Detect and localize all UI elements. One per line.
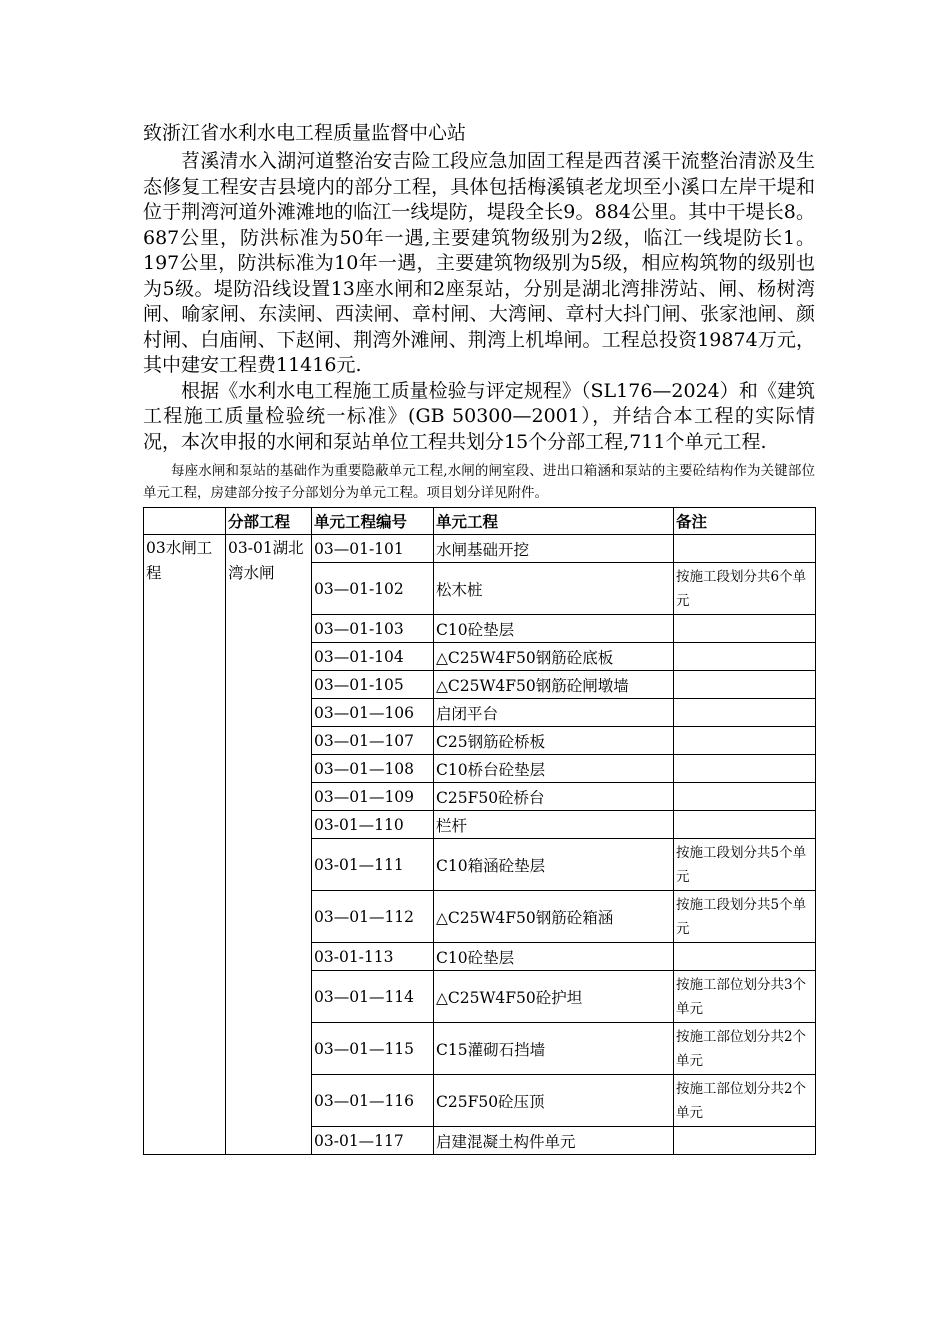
cell-unit-name: 水闸基础开挖 <box>434 535 674 563</box>
header-sub-project: 分部工程 <box>226 508 312 535</box>
cell-unit-code: 03—01—107 <box>312 727 434 755</box>
cell-remark <box>674 535 816 563</box>
cell-unit-name: △C25W4F50钢筋砼底板 <box>434 643 674 671</box>
cell-unit-code: 03-01—117 <box>312 1127 434 1155</box>
cell-unit-code: 03-01-113 <box>312 943 434 971</box>
document-page <box>143 119 815 1155</box>
cell-remark: 按施工部位划分共2个单元 <box>674 1023 816 1075</box>
cell-remark <box>674 671 816 699</box>
addressee-heading: 致浙江省水利水电工程质量监督中心站 <box>143 122 467 144</box>
cell-unit-code: 03-01—110 <box>312 811 434 839</box>
header-unit-project <box>144 508 226 535</box>
header-unit-name: 单元工程 <box>434 508 674 535</box>
cell-remark: 按施工段划分共5个单元 <box>674 839 816 891</box>
cell-remark: 按施工段划分共5个单元 <box>674 891 816 943</box>
cell-unit-name: C10箱涵砼垫层 <box>434 839 674 891</box>
cell-unit-code: 03—01—106 <box>312 699 434 727</box>
cell-unit-name: C25F50砼压顶 <box>434 1075 674 1127</box>
table-header-row <box>144 508 816 535</box>
header-remark: 备注 <box>674 508 816 535</box>
cell-remark <box>674 755 816 783</box>
cell-unit-code: 03—01—114 <box>312 971 434 1023</box>
cell-unit-name: 启闭平台 <box>434 699 674 727</box>
unit-division-table <box>143 507 816 1155</box>
cell-unit-code: 03—01—115 <box>312 1023 434 1075</box>
cell-unit-name: 栏杆 <box>434 811 674 839</box>
cell-remark: 按施工部位划分共2个单元 <box>674 1075 816 1127</box>
cell-remark <box>674 699 816 727</box>
cell-unit-name: C25F50砼桥台 <box>434 783 674 811</box>
cell-unit-name: △C25W4F50钢筋砼箱涵 <box>434 891 674 943</box>
cell-unit-name: △C25W4F50钢筋砼闸墩墙 <box>434 671 674 699</box>
cell-remark <box>674 783 816 811</box>
cell-remark: 按施工部位划分共3个单元 <box>674 971 816 1023</box>
cell-unit-code: 03—01—116 <box>312 1075 434 1127</box>
table-row <box>144 535 816 563</box>
cell-unit-code: 03—01—109 <box>312 783 434 811</box>
paragraph-project-overview: 苕溪清水入湖河道整治安吉险工段应急加固工程是西苕溪干流整治清淤及生态修复工程安吉县境内的部分工程，具体包括梅溪镇老龙坝至小溪口左岸干堤和位于荆湾河道外滩滩地的临江一线堤防，堤段全长9。884公里。其中干堤长8。687公里，防洪标准为50年一遇,主要建筑物级别为2级，临江一线堤防长1。197公里，防洪标准为10年一遇，主要建筑物级别为5级，相应构筑物的级别也为5级。堤防沿线设置13座水闸和2座泵站，分别是湖北湾排涝站、闸、杨树湾闸、喻家闸、东渎闸、西渎闸、章村闸、大湾闸、章村大抖门闸、张家池闸、颜村闸、白庙闸、下赵闸、荆湾外滩闸、荆湾上机埠闸。工程总投资19874万元，其中建安工程费11416元. <box>143 150 815 376</box>
cell-unit-code: 03—01-103 <box>312 615 434 643</box>
cell-remark <box>674 727 816 755</box>
cell-sub-project: 03-01湖北湾水闸 <box>226 535 312 1155</box>
cell-unit-code: 03—01-104 <box>312 643 434 671</box>
cell-unit-name: C10砼垫层 <box>434 615 674 643</box>
cell-unit-name: 松木桩 <box>434 563 674 615</box>
cell-remark: 按施工段划分共6个单元 <box>674 563 816 615</box>
cell-remark <box>674 811 816 839</box>
cell-remark <box>674 615 816 643</box>
cell-unit-project: 03水闸工程 <box>144 535 226 1155</box>
cell-unit-name: C10砼垫层 <box>434 943 674 971</box>
header-unit-code: 单元工程编号 <box>312 508 434 535</box>
cell-unit-code: 03-01—111 <box>312 839 434 891</box>
cell-unit-code: 03—01—108 <box>312 755 434 783</box>
cell-remark <box>674 643 816 671</box>
cell-unit-name: C25钢筋砼桥板 <box>434 727 674 755</box>
cell-remark <box>674 1127 816 1155</box>
cell-remark <box>674 943 816 971</box>
division-note: 每座水闸和泵站的基础作为重要隐蔽单元工程,水闸的闸室段、进出口箱涵和泵站的主要砼结构作为关键部位单元工程，房建部分按子分部划分为单元工程。项目划分详见附件。 <box>143 463 815 501</box>
cell-unit-name: C15灌砌石挡墙 <box>434 1023 674 1075</box>
cell-unit-name: 启建混凝土构件单元 <box>434 1127 674 1155</box>
cell-unit-code: 03—01-102 <box>312 563 434 615</box>
cell-unit-code: 03—01—112 <box>312 891 434 943</box>
cell-unit-name: C10桥台砼垫层 <box>434 755 674 783</box>
cell-unit-code: 03—01-105 <box>312 671 434 699</box>
paragraph-division-basis: 根据《水利水电工程施工质量检验与评定规程》（SL176—2024）和《建筑工程施工质量检验统一标准》(GB 50300—2001），并结合本工程的实际情况，本次申报的水闸和泵站单位工程共划分15个分部工程,711个单元工程. <box>143 379 815 453</box>
cell-unit-code: 03—01-101 <box>312 535 434 563</box>
cell-unit-name: △C25W4F50砼护坦 <box>434 971 674 1023</box>
